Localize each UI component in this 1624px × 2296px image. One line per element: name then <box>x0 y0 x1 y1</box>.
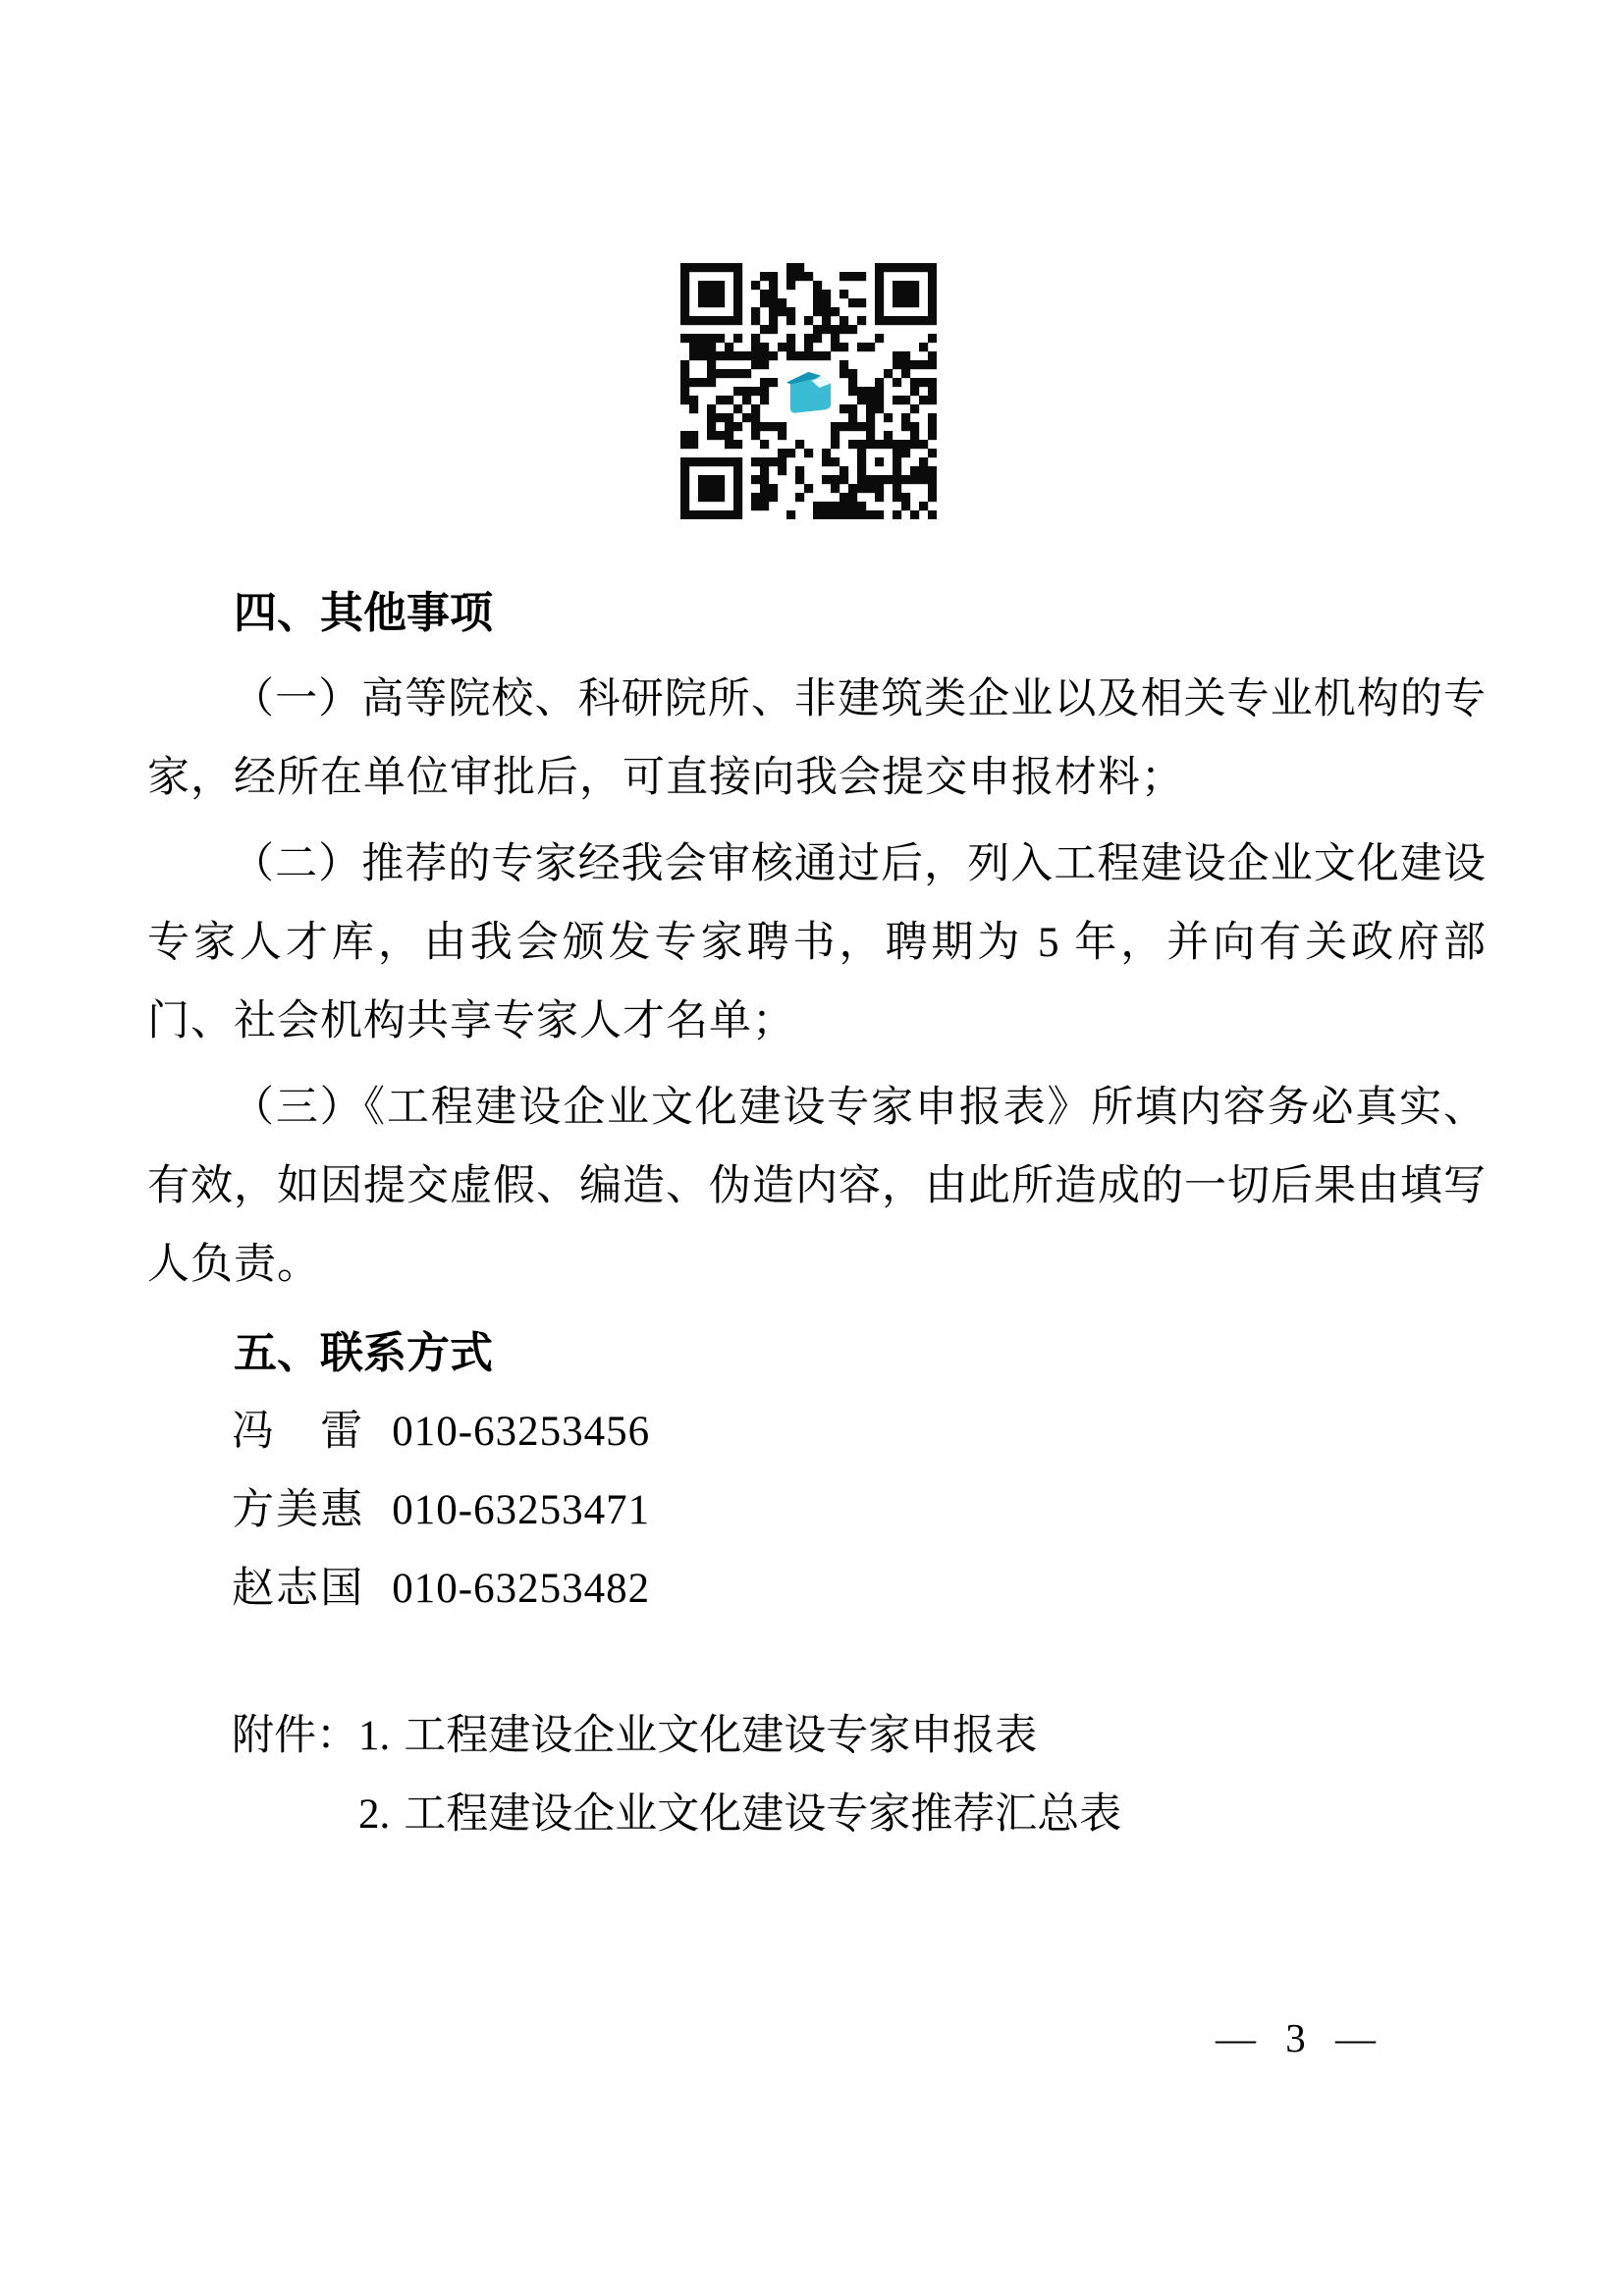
attachment-title: 工程建设企业文化建设专家推荐汇总表 <box>404 1791 1122 1838</box>
section-heading-contact-info: 五、联系方式 <box>234 1329 493 1377</box>
attachment-number: 1. <box>358 1713 391 1759</box>
qr-center-logo-icon <box>780 362 838 420</box>
paragraph-2: （二）推荐的专家经我会审核通过后，列入工程建设企业文化建设专家人才库，由我会颁发专家聘书，聘期为 5 年，并向有关政府部门、社会机构共享专家人才名单； <box>147 841 1487 1044</box>
contact-row <box>147 1550 1487 1629</box>
attachment-number: 2. <box>358 1791 391 1838</box>
attachments-label: 附件： <box>232 1713 358 1759</box>
section-heading-other-matters: 四、其他事项 <box>234 589 493 637</box>
attachment-item <box>358 1697 1121 1776</box>
contact-row <box>147 1471 1487 1550</box>
contact-name: 方美惠 <box>232 1487 363 1533</box>
contact-phone: 010-63253482 <box>392 1566 651 1612</box>
paragraph-3: （三）《工程建设企业文化建设专家申报表》所填内容务必真实、有效，如因提交虚假、编造、伪造内容，由此所造成的一切后果由填写人负责。 <box>147 1085 1487 1288</box>
attachments-block <box>147 1697 1487 1854</box>
contact-phone: 010-63253471 <box>392 1487 651 1533</box>
document-body <box>147 574 1487 1854</box>
attachment-item <box>358 1776 1121 1854</box>
contact-name: 赵志国 <box>232 1566 363 1612</box>
attachment-title: 工程建设企业文化建设专家申报表 <box>404 1713 1038 1759</box>
contact-name: 冯雷 <box>232 1409 363 1455</box>
page-number: — 3 — <box>1216 2015 1385 2060</box>
contact-row <box>147 1393 1487 1471</box>
paragraph-1: （一）高等院校、科研院所、非建筑类企业以及相关专业机构的专家，经所在单位审批后，可直接向我会提交申报材料； <box>147 676 1487 801</box>
contact-phone: 010-63253456 <box>392 1409 651 1455</box>
qr-code <box>680 263 937 519</box>
attachments-list <box>358 1697 1121 1854</box>
